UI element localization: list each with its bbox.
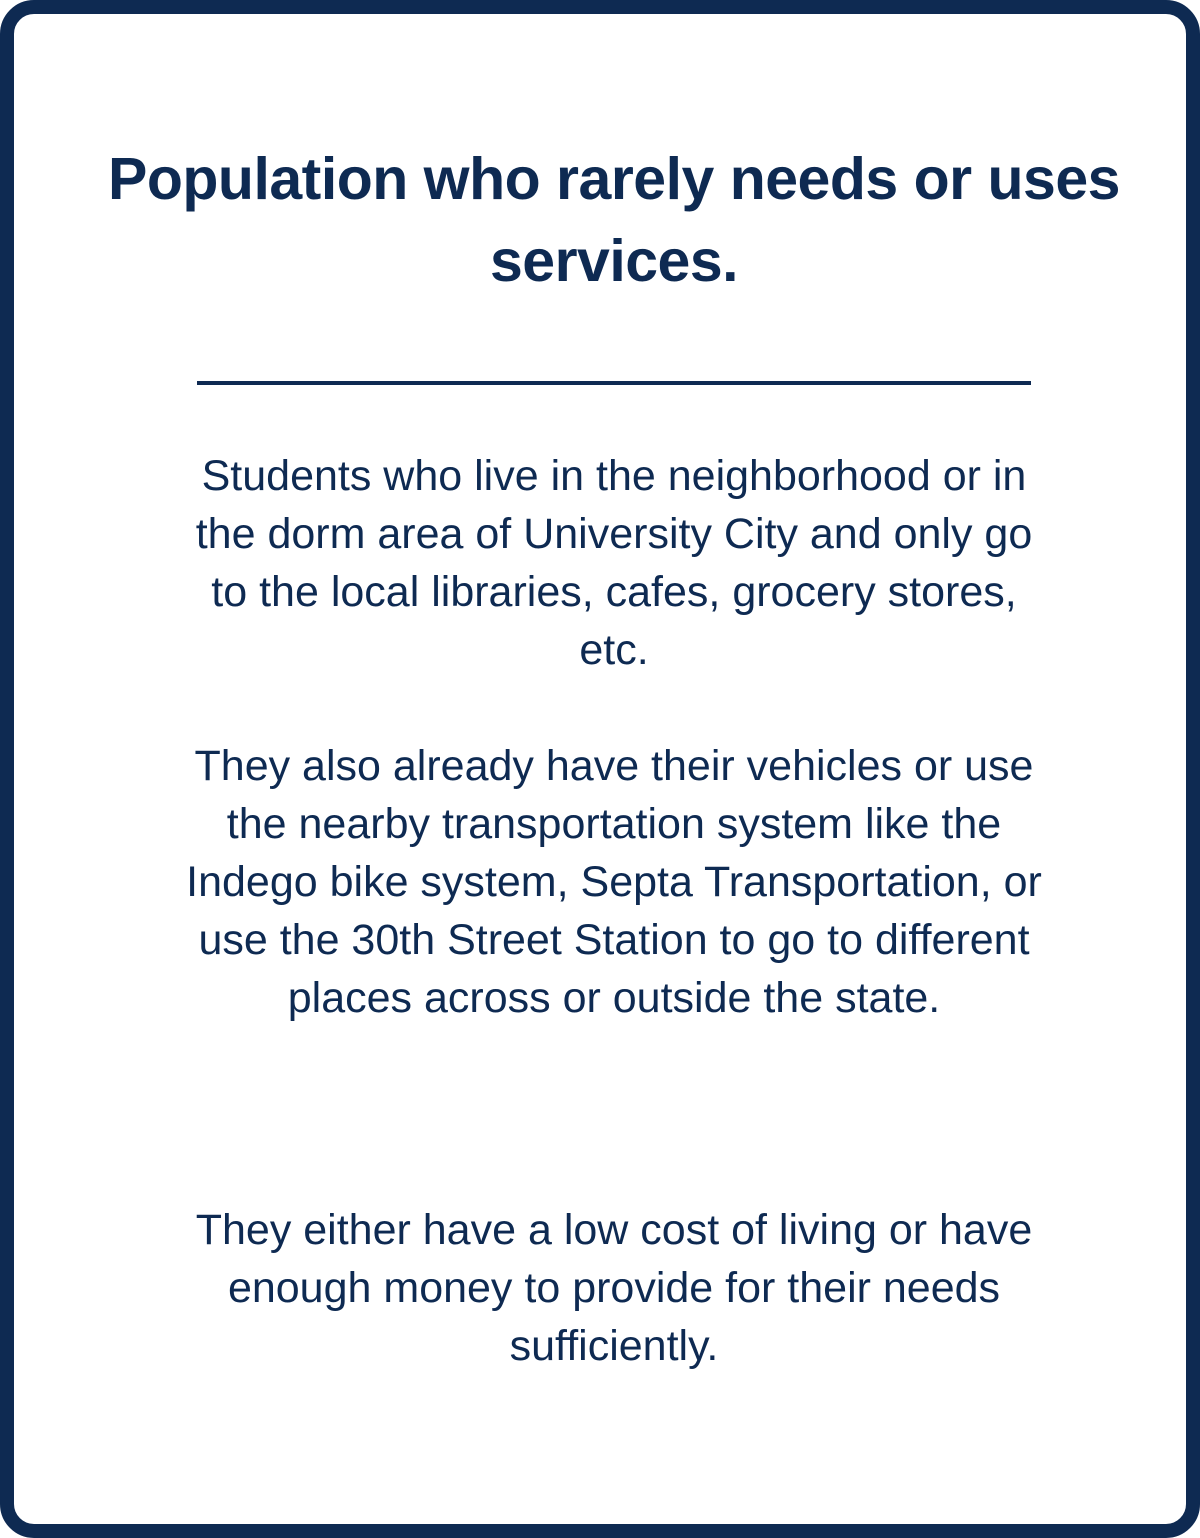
paragraph-students: Students who live in the neighborhood or in the dorm area of University City and only go to the local libraries, cafes, grocery stores, etc.	[195, 452, 1033, 674]
paragraph-transportation: They also already have their vehicles or use the nearby transportation system like the Indego bike system, Septa Transportation, or use the 30th Street Station to go to different places across or outside the state.	[186, 742, 1042, 1022]
paragraph-cost-of-living: They either have a low cost of living or have enough money to provide for their needs sufficiently.	[195, 1206, 1033, 1370]
card-title: Population who rarely needs or uses services.	[108, 146, 1120, 294]
title-divider	[197, 381, 1031, 385]
